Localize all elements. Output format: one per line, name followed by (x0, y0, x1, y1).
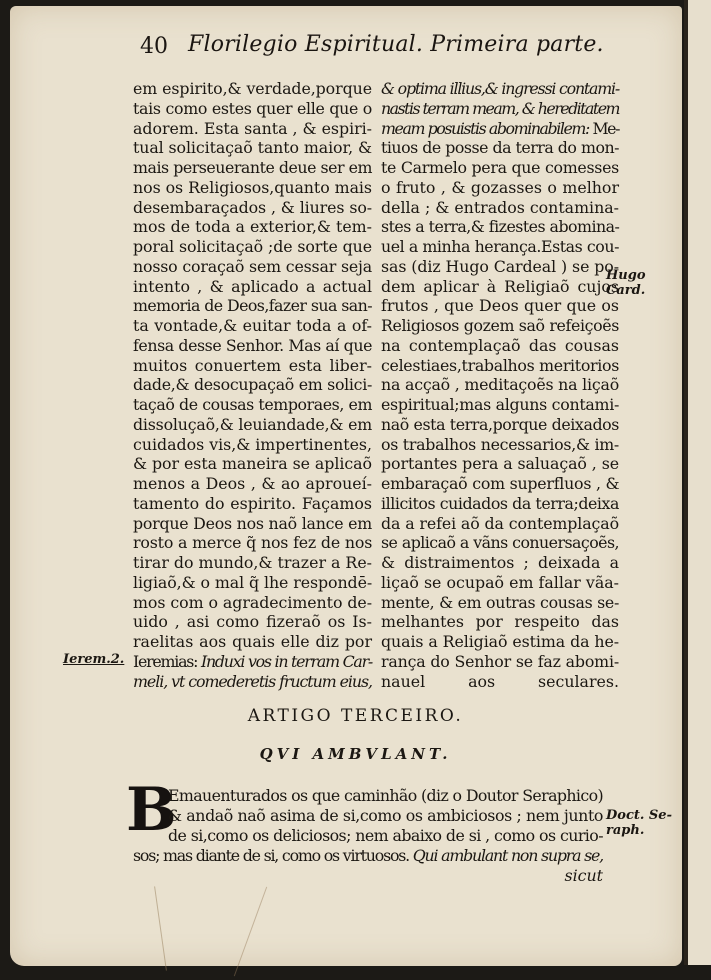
text-line: memoria de Deos,fazer sua san- (133, 296, 372, 316)
text-line: della ; & entrados contamina- (381, 197, 619, 217)
text-line: intento , & aplicado a actual (133, 276, 372, 296)
text-line: na acçaõ , meditaçoẽs na liçaõ (381, 375, 619, 395)
text-line: raelitas aos quais elle diz por (133, 632, 372, 651)
running-title: Florilegio Espiritual. Primeira parte. (188, 32, 604, 57)
text-line: dem aplicar à Religiaõ cujos (381, 276, 619, 296)
text-line: se aplicaõ a vãns conuersaçoẽs, (381, 533, 619, 553)
paper-crease (234, 887, 267, 977)
margin-note-line: raph. (606, 823, 645, 838)
text-line: dissoluçaõ,& leuiandade,& em (133, 414, 372, 434)
text-line: dade,& desocupaçaõ em solici- (133, 375, 372, 395)
next-page-edge (684, 0, 711, 965)
text-line: frutos , que Deos quer que os (381, 296, 619, 316)
text-line: & por esta maneira se aplicaõ (133, 454, 372, 474)
text-fragment: Me- (592, 118, 620, 138)
text-line: na contemplaçaõ das cousas (381, 335, 619, 355)
margin-note-line: Doct. Se- (606, 808, 672, 823)
running-header (130, 32, 604, 62)
latin-quote: Qui ambulant non supra se, (412, 846, 603, 865)
text-line: te Carmelo pera que comesses (381, 158, 619, 177)
text-line: desembaraçados , & liures so- (133, 197, 372, 217)
text-line: rança do Senhor se faz abomi- (381, 651, 619, 671)
text-line: tiuos de posse da terra do mon- (381, 138, 619, 158)
text-line: & andaõ naõ asima de si,como os ambiciosos ; nem junto (168, 806, 603, 825)
text-line: cuidados vis,& impertinentes, (133, 434, 372, 454)
text-line: quais a Religiaõ estima da he- (381, 632, 619, 651)
margin-note-hugo (606, 268, 646, 298)
drop-cap: B (126, 775, 177, 845)
right-column (381, 79, 619, 691)
latin-lead: Ieremias: (133, 651, 198, 671)
text-line: de si,como os deliciosos; nem abaixo de si , como os curio- (168, 826, 603, 845)
text-line: & distraimentos ; deixada a (381, 553, 619, 572)
latin-quote-line: nastis terram meam, & hereditatem (381, 98, 619, 118)
text-line: tirar do mundo,& trazer a Re- (133, 553, 372, 572)
text-line: taçaõ de cousas temporaes, em (133, 395, 372, 414)
left-column (133, 79, 372, 691)
text-line: o fruto , & gozasses o melhor (381, 177, 619, 197)
section-subheading: QVI AMBVLANT. (259, 745, 452, 763)
text-line: naõ esta terra,porque deixados (381, 414, 619, 434)
text-line (133, 652, 372, 672)
page-number: 40 (140, 34, 168, 59)
text-line: tamento do espirito. Façamos (133, 493, 372, 513)
text-line: mais perseuerante deue ser em (133, 158, 372, 177)
text-line: liçaõ se ocupaõ em fallar vãa- (381, 572, 619, 592)
text-line: menos a Deos , & ao aproueí- (133, 474, 372, 493)
text-line: rosto a merce q̃ nos fez de nos (133, 533, 373, 553)
paragraph (133, 786, 603, 886)
text-line: mente, & em outras cousas se- (381, 592, 619, 612)
text-line: tais como estes quer elle que o (133, 98, 372, 118)
text-line: os trabalhos necessarios,& im- (381, 434, 619, 454)
latin-quote: meam posuistis abominabilem: (381, 118, 589, 138)
section-heading: ARTIGO TERCEIRO. (247, 706, 464, 726)
text-line: muitos conuertem esta liber- (133, 355, 372, 375)
text-line (381, 119, 619, 139)
text-line: da a refei aõ da contemplaçaõ (381, 513, 619, 533)
text-line: nauel aos seculares. (381, 671, 619, 691)
latin-quote-line: & optima illius,& ingressi contami- (381, 79, 619, 98)
text-line: celestiaes,trabalhos meritorios (381, 355, 619, 375)
text-line: ta vontade,& euitar toda a of- (133, 316, 372, 335)
text-line: espiritual;mas alguns contami- (381, 395, 619, 414)
text-line: melhantes por respeito das (381, 612, 619, 632)
text-line: porque Deos nos naõ lance em (133, 513, 372, 533)
text-line: mos com o agradecimento de- (133, 592, 372, 612)
margin-note-ierem: Ierem.2. (63, 652, 125, 667)
text-line: portantes pera a saluaçaõ , se (381, 454, 619, 474)
text-line: uel a minha herança.Estas cou- (381, 237, 619, 256)
text-line: embaraçaõ com superfluos , & (381, 474, 620, 493)
text-line: ligiaõ,& o mal q̃ lhe respondē- (133, 572, 373, 592)
text-fragment: sos; mas diante de si, como os virtuosos. (133, 846, 409, 865)
text-line (133, 846, 603, 866)
text-line: em espirito,& verdade,porque (133, 79, 372, 98)
text-line: uido , asi como fizeraõ os Is- (133, 612, 372, 632)
paper-crease (154, 886, 167, 970)
text-line: nos os Religiosos,quanto mais (133, 177, 372, 197)
text-line: fensa desse Senhor. Mas aí que (133, 335, 372, 355)
margin-note-line: Hugo (606, 268, 646, 283)
catchword: sicut (564, 866, 603, 885)
text-line: meli, vt comederetis fructum eius, (133, 671, 372, 691)
text-line: nosso coraçaõ sem cessar seja (133, 256, 372, 276)
text-line: illicitos cuidados da terra;deixa (381, 493, 619, 513)
text-line: sas (diz Hugo Cardeal ) se po- (381, 256, 619, 276)
text-line: stes a terra,& fizestes abomina- (381, 217, 620, 237)
text-line: poral solicitaçaõ ;de sorte que (133, 237, 372, 256)
margin-note-line: Card. (606, 283, 646, 298)
text-line: adorem. Esta santa , & espiri- (133, 118, 372, 138)
latin-quote: Induxi vos in terram Car- (200, 651, 373, 671)
text-line: Religiosos gozem saõ refeiçoẽs (381, 316, 619, 335)
text-line: tual solicitaçaõ tanto maior, & (133, 138, 372, 158)
text-line: mos de toda a exterior,& tem- (133, 217, 372, 237)
margin-note-doct (606, 808, 672, 838)
text-line: Emauenturados os que caminhão (diz o Doutor Seraphico) (168, 786, 603, 805)
